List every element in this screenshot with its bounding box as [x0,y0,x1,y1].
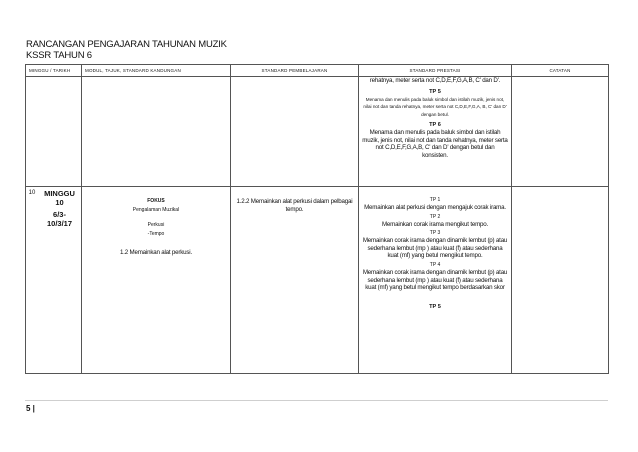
column-header-prestasi: STANDARD PRESTASI [359,65,512,77]
cell-catatan-empty [512,77,609,187]
standard-kandungan: 1.2 Memainkan alat perkusi. [120,249,192,256]
cell-catatan-10 [512,187,609,374]
tp4-text: Memainkan corak irama dengan dinamik lembut (p) atau sederhana lembut (mp ) atau kuat (f) atau sederhana kuat (mf) yang betul mengikut tempo berdasarkan skor [362,268,508,292]
tp6-label: TP 6 [429,122,441,129]
column-header-modul: MODUL, TAJUK, STANDARD KANDUNGAN [82,65,231,77]
perkusi-label: Perkusi [147,222,165,228]
table-row-week-10 [26,187,609,374]
cell-pembelajaran-empty [231,77,359,187]
fokus-label: FOKUS [147,198,165,204]
tp6-text: Menama dan menulis pada baluk simbol dan istilah muzik, jenis not, nilai not dan tanda rehatnya, meter serta not C,D,E,F,G,A,B, C' dan D' dengan betul dan konsisten. [362,129,508,159]
cell-prestasi-continued [359,77,512,187]
standard-pembelajaran: 1.2.2 Memainkan alat perkusi dalam pelbagai tempo. [236,198,353,213]
tp3-text: Memainkan corak irama dengan dinamik lembut (p) atau sederhana lembut (mp ) atau kuat (f) atau sederhana kuat (mf) yang betul mengikut tempo. [362,237,508,260]
pengalaman-muzikal: Pengalaman Muzikal [132,207,180,213]
cell-minggu-10 [26,187,82,374]
tp5-label: TP 5 [429,88,441,95]
page-number: 5 | [26,404,35,413]
tp1-label: TP 1 [429,197,441,203]
week-label: MINGGU [44,189,75,198]
title-line-2: KSSR TAHUN 6 [26,50,92,61]
tp5-label-row10: TP 5 [429,303,441,310]
title-line-1: RANCANGAN PENGAJARAN TAHUNAN MUZIK [26,39,227,50]
column-header-pembelajaran: STANDARD PEMBELAJARAN [231,65,359,77]
date-start: 6/3- [53,210,66,219]
tp1-text: Memainkan alat perkusi dengan mengajuk corak irama. [364,204,506,211]
table-row-continued [26,77,609,187]
column-header-catatan: CATATAN [512,65,609,77]
tp4-label: TP 4 [429,261,441,268]
week-number: 10 [55,198,64,207]
tp3-label: TP 3 [429,230,441,237]
tp2-label: TP 2 [429,213,441,220]
table-header-row [26,65,609,77]
row-number: 10 [28,190,36,196]
cell-minggu-empty [26,77,82,187]
tp2-text: Memainkan corak irama mengikut tempo. [381,220,489,228]
date-end: 10/3/17 [46,219,73,228]
cell-pembelajaran-10 [231,187,359,374]
column-header-minggu: MINGGU / TARIKH [26,65,82,77]
prestasi-top-text: rehatnya, meter serta not C,D,E,F,G,A,B, C' dan D'. [369,77,501,84]
document-title [26,39,227,61]
tp5-text: Menama dan menulis pada baluk simbol dan istilah muzik, jenis not, nilai not dan tanda rehatnya, meter serta not C,D,E,F,G,A, B, C' dan D' dengan betul. [363,96,507,117]
lesson-plan-table [25,64,609,374]
cell-modul-empty [82,77,231,187]
cell-modul-10 [82,187,231,374]
tempo-label: -Tempo [147,231,165,237]
cell-prestasi-10 [359,187,512,374]
footer-divider [25,400,608,401]
